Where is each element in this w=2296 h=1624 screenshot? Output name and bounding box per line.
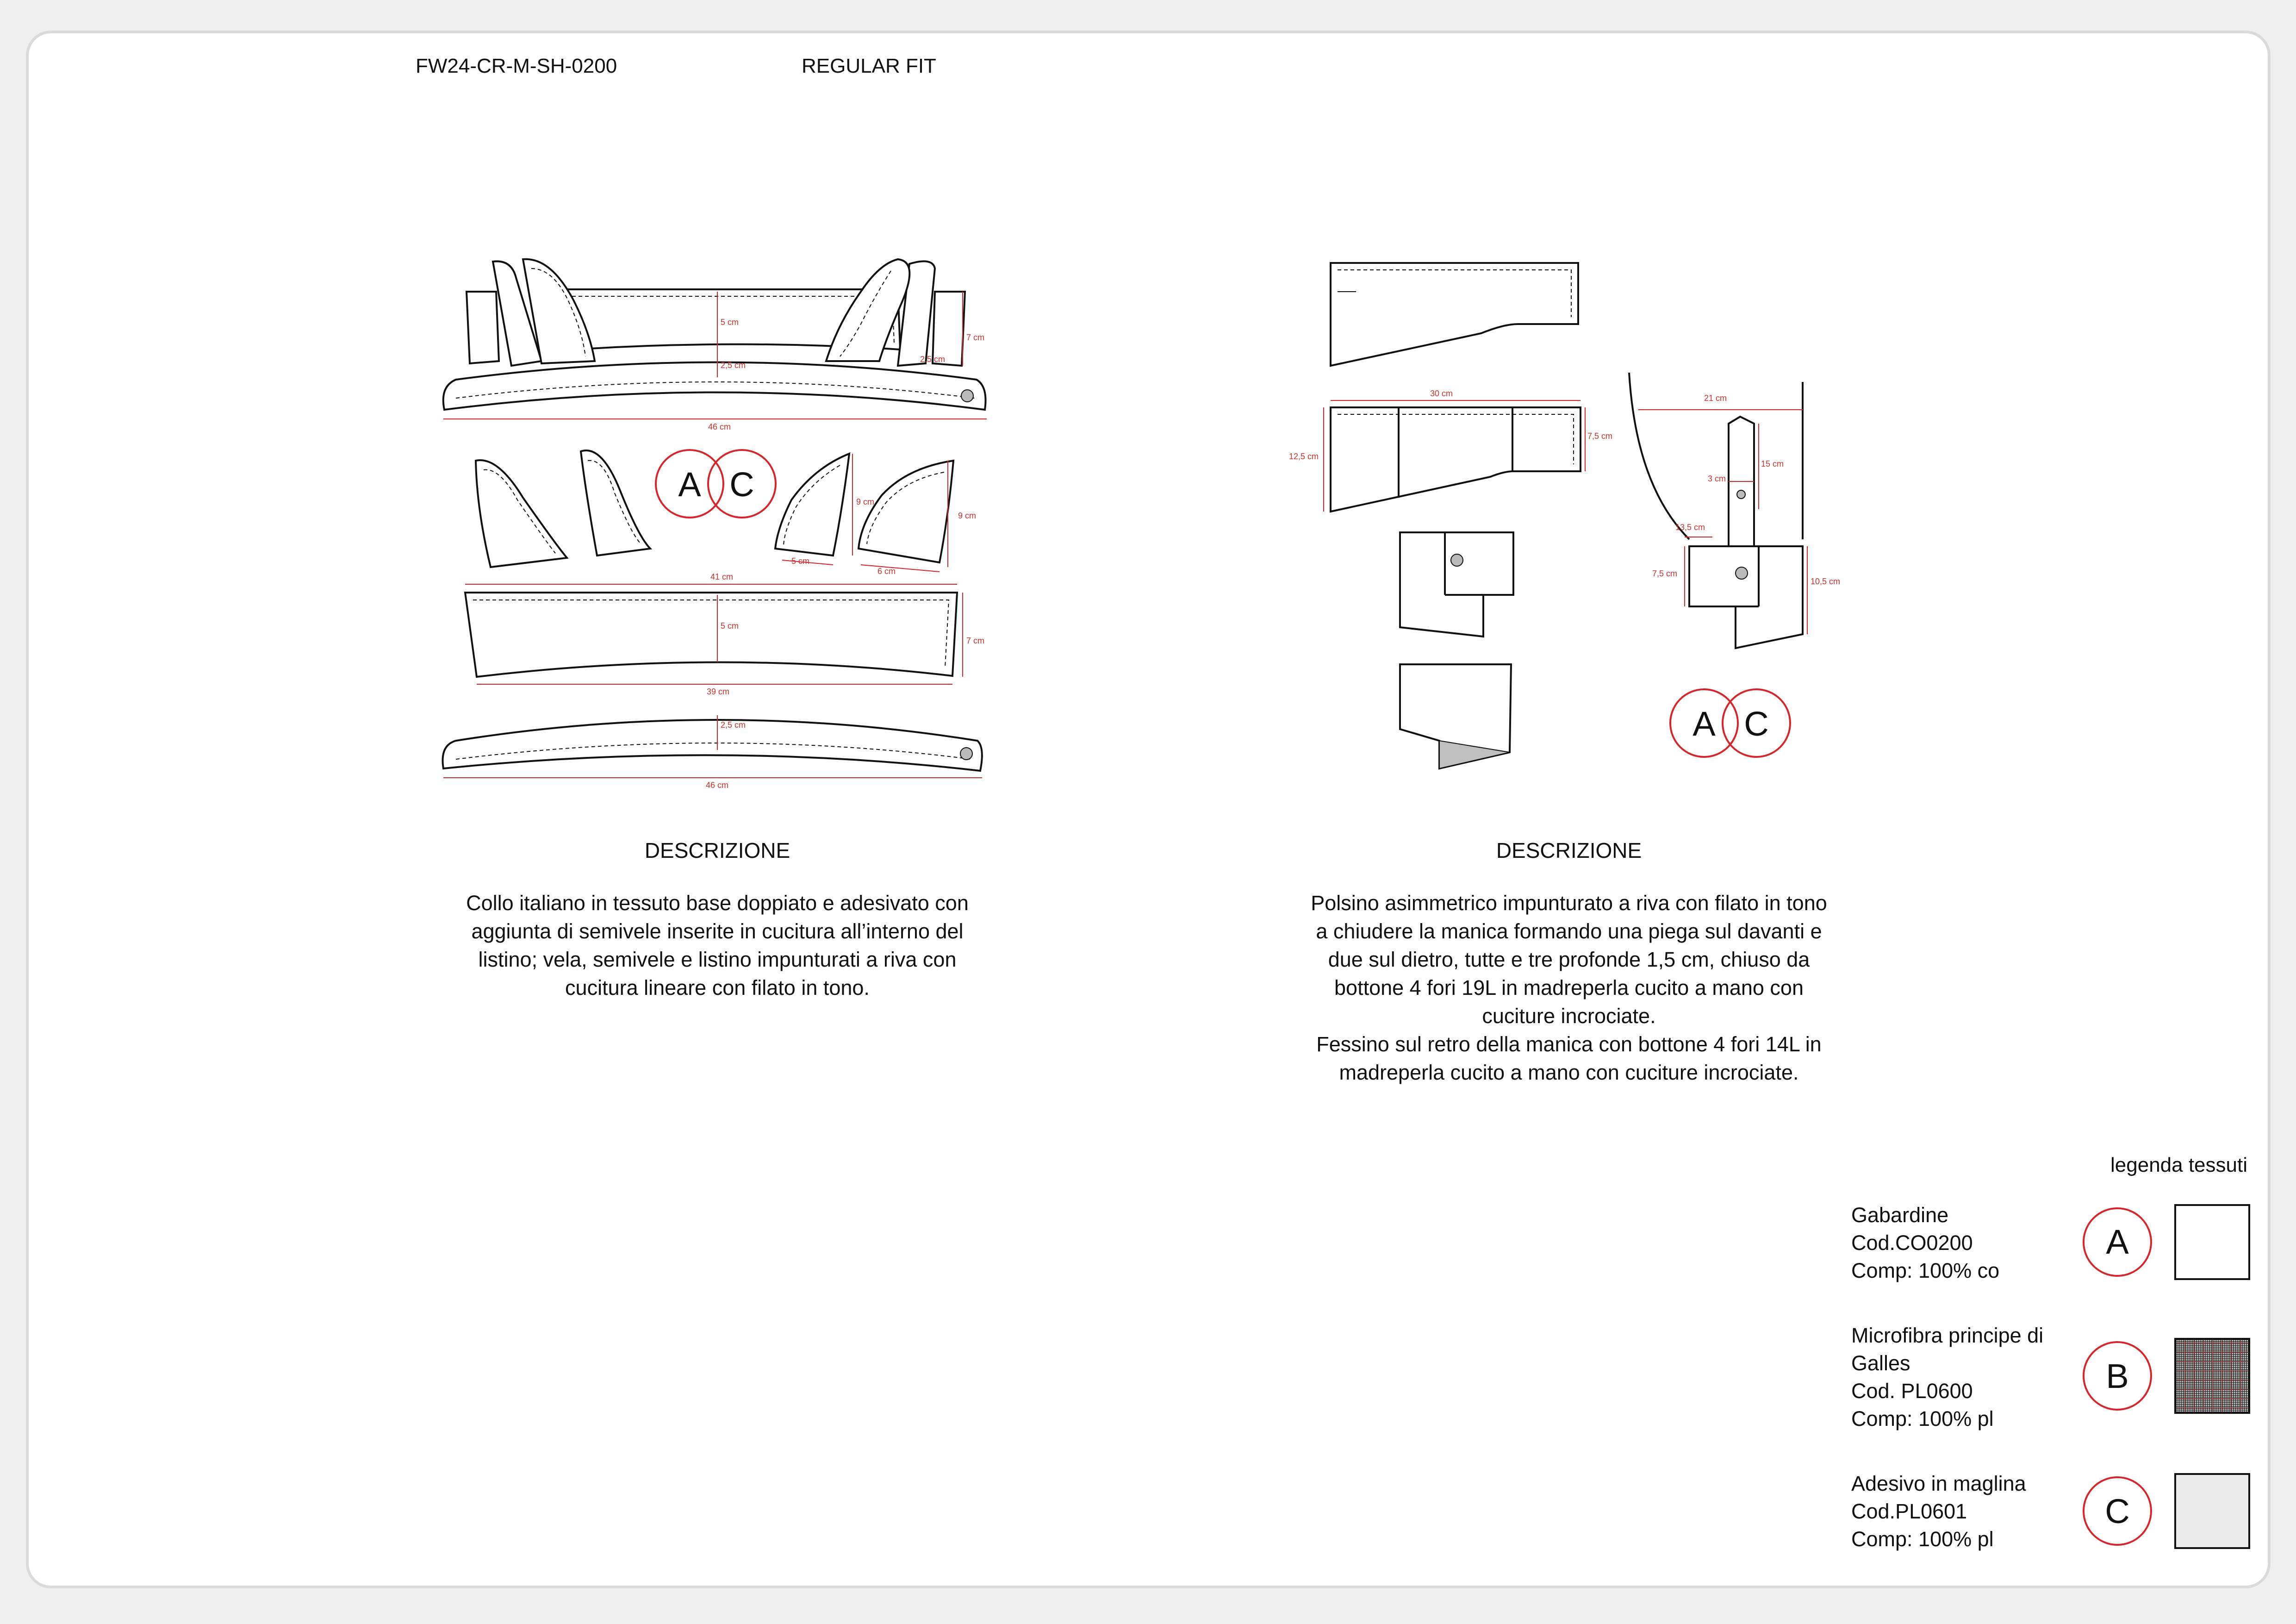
- sleeve-outline: [1629, 373, 1689, 539]
- legend-letter-b: B: [2106, 1357, 2129, 1395]
- dim-semiveil-small-height: 9 cm: [856, 497, 875, 506]
- dim-flap-gap: 2,5 cm: [920, 355, 946, 364]
- collar-fabric-labels: [656, 450, 776, 518]
- swatch-adhesive: [2175, 1474, 2249, 1548]
- dim-total-height: 7 cm: [966, 333, 985, 342]
- dim-veil-top: 41 cm: [710, 572, 734, 581]
- dim-sleeve-cuff-total: 10,5 cm: [1811, 577, 1841, 586]
- collar-stand-assembled: [443, 362, 986, 410]
- cuff-top-piece: [1331, 263, 1578, 366]
- dim-placket-width: 3 cm: [1708, 474, 1726, 483]
- cuff-description-title: DESCRIZIONE: [1496, 838, 1642, 862]
- stand-button: [961, 390, 973, 402]
- legend-title: legenda tessuti: [2110, 1154, 2247, 1176]
- dim-stand-flat-length: 46 cm: [706, 781, 729, 790]
- cuff-drawing: [1331, 263, 1803, 768]
- dim-sleeve-opening: 21 cm: [1704, 394, 1727, 403]
- swatch-prince-of-wales: [2175, 1339, 2249, 1413]
- dim-stand-height: 2,5 cm: [721, 361, 746, 370]
- collar-description-title: DESCRIZIONE: [644, 838, 790, 862]
- cuff-fabric-labels: [1670, 689, 1790, 757]
- dim-sleeve-cuff-height: 7,5 cm: [1652, 569, 1678, 578]
- legend-item-a-text: Gabardine Cod.CO0200 Comp: 100% co: [1851, 1203, 2000, 1282]
- cuff-open-piece: [1331, 407, 1580, 512]
- cuff-fabric-c: C: [1744, 705, 1769, 743]
- dim-pleat-spacing: 13,5 cm: [1675, 523, 1705, 532]
- dim-veil-bottom: 39 cm: [707, 687, 730, 696]
- legend-letter-c: C: [2105, 1492, 2130, 1530]
- dim-cuff-height-max: 12,5 cm: [1289, 452, 1319, 461]
- dim-semiveil-small-width: 5 cm: [791, 556, 810, 566]
- legend-item-c-text: Adesivo in maglina Cod.PL0601 Comp: 100% pl: [1851, 1472, 2026, 1551]
- collar-veil-flat: [465, 593, 957, 677]
- semiveil-pieces: [476, 450, 953, 567]
- legend-item-b-text: Microfibra principe di Galles Cod. PL0600 Comp: 100% pl: [1851, 1324, 2044, 1430]
- collar-description: Collo italiano in tessuto base doppiato e adesivato con aggiunta di semivele inserite in cucitura all’interno del listino; vela, semivele e listino impunturati a riva con cucitura lineare con filato in tono.: [466, 891, 969, 999]
- collar-fabric-a: A: [678, 465, 701, 504]
- cuff-description: Polsino asimmetrico impunturato a riva con filato in tono a chiudere la manica formando una piega sul davanti e due sul dietro, tutte e tre profonde 1,5 cm, chiuso da bottone 4 fori 19L in madreperla cucito a mano con cuciture incrociate. Fessino sul retro della manica con bottone 4 fori 14L in madreperla cucito a mano con cuciture incrociate.: [1311, 891, 1827, 1084]
- product-code: FW24-CR-M-SH-0200: [416, 55, 617, 77]
- dim-semiveil-large-width: 6 cm: [877, 567, 896, 576]
- collar-fabric-c: C: [729, 465, 754, 504]
- dim-stand-length: 46 cm: [708, 422, 731, 431]
- cuff-fabric-a: A: [1692, 705, 1716, 743]
- collar-stand-flat: [443, 720, 982, 771]
- dim-veil-height: 5 cm: [721, 318, 739, 327]
- dim-cuff-height-min: 7,5 cm: [1587, 431, 1613, 441]
- dim-semiveil-large-height: 9 cm: [958, 511, 977, 520]
- placket-piece-1: [1400, 532, 1513, 637]
- dim-placket-length: 15 cm: [1761, 459, 1784, 468]
- dim-veil-side: 7 cm: [966, 636, 985, 645]
- dim-veil-mid: 5 cm: [721, 621, 739, 631]
- dim-stand-flat-height: 2,5 cm: [721, 720, 746, 730]
- left-flap-back: [467, 292, 499, 363]
- sleeve-cuff: [1689, 546, 1803, 648]
- collar-drawing: [443, 259, 987, 419]
- legend-letter-a: A: [2106, 1223, 2129, 1261]
- swatch-gabardine: [2175, 1205, 2249, 1279]
- legend-graphics: [2084, 1205, 2249, 1548]
- dim-cuff-length: 30 cm: [1430, 389, 1453, 398]
- fit-label: REGULAR FIT: [802, 55, 936, 77]
